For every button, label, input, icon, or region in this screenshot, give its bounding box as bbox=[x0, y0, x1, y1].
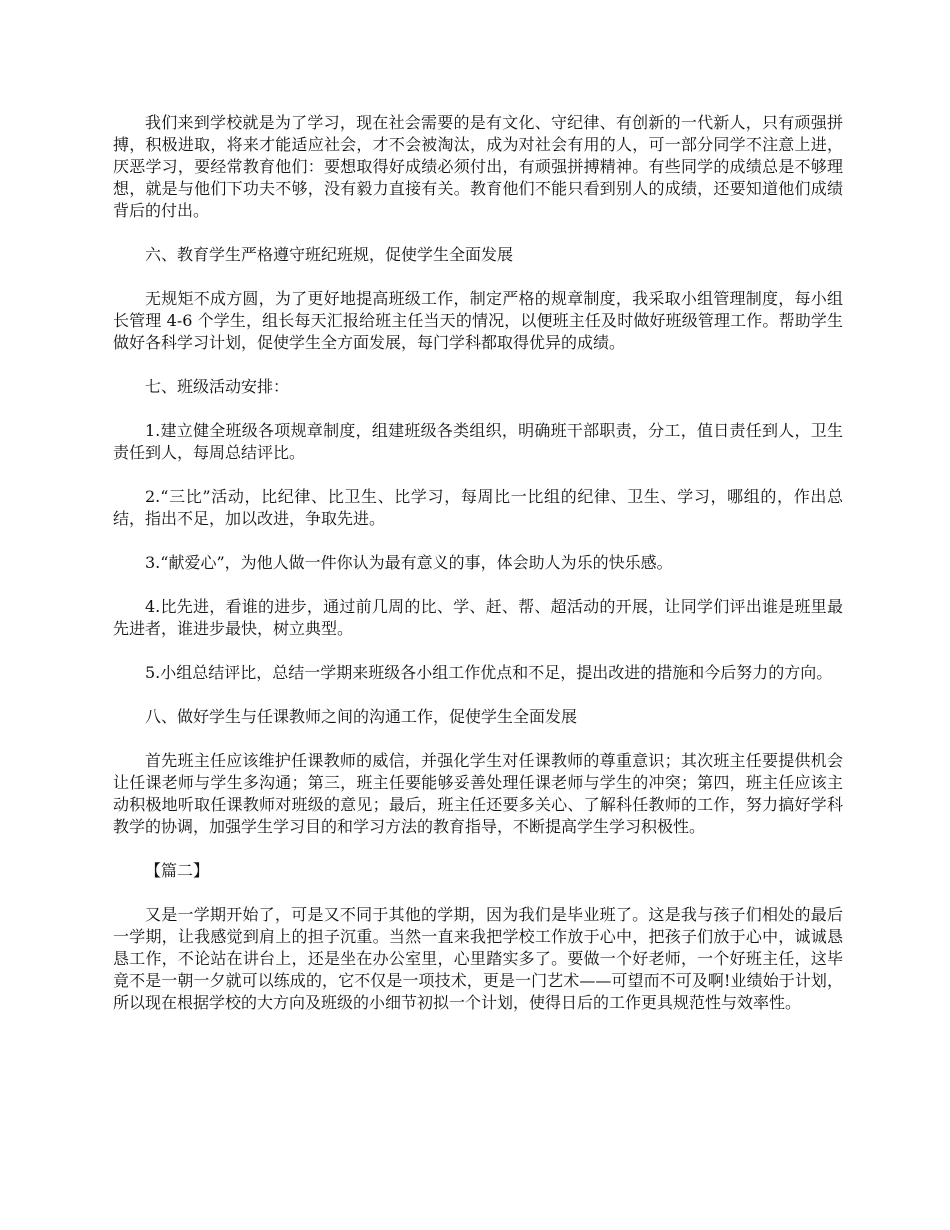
paragraph-part-two-intro: 又是一学期开始了，可是又不同于其他的学期，因为我们是毕业班了。这是我与孩子们相处的最后一学期，让我感觉到肩上的担子沉重。当然一直来我把学校工作放于心中，把孩子们放于心中，诚诚恳恳工作，不论站在讲台上，还是坐在办公室里，心里踏实多了。要做一个好老师，一个好班主任，这毕竟不是一朝一夕就可以练成的，它不仅是一项技术，更是一门艺术——可望而不可及啊!业绩始于计划，所以现在根据学校的大方向及班级的小细节初拟一个计划，使得日后的工作更具规范性与效率性。 bbox=[113, 905, 843, 1012]
part-two-heading: 【篇二】 bbox=[145, 861, 210, 880]
list-item-1: 1.建立健全班级各项规章制度，组建班级各类组织，明确班干部职责，分工，值日责任到人，卫生责任到人，每周总结评比。 bbox=[113, 421, 843, 462]
paragraph-study-motivation: 我们来到学校就是为了学习，现在社会需要的是有文化、守纪律、有创新的一代新人，只有顽强拼搏，积极进取，将来才能适应社会，才不会被淘汰，成为对社会有用的人，可一部分同学不注意上进，厌恶学习，要经常教育他们：要想取得好成绩必须付出，有顽强拼搏精神。有些同学的成绩总是不够理想，就是与他们下功夫不够，没有毅力直接有关。教育他们不能只看到别人的成绩，还要知道他们成绩背后的付出。 bbox=[113, 113, 843, 220]
document-body bbox=[113, 112, 843, 1036]
section-heading-8: 八、做好学生与任课教师之间的沟通工作，促使学生全面发展 bbox=[145, 707, 578, 726]
list-item-2: 2.“三比”活动，比纪律、比卫生、比学习，每周比一比组的纪律、卫生、学习，哪组的，作出总结，指出不足，加以改进，争取先进。 bbox=[113, 487, 843, 528]
list-item-3: 3.“献爱心”，为他人做一件你认为最有意义的事，体会助人为乐的快乐感。 bbox=[145, 553, 673, 572]
section-heading-6: 六、教育学生严格遵守班纪班规，促使学生全面发展 bbox=[145, 245, 514, 264]
section-heading-7: 七、班级活动安排： bbox=[145, 377, 290, 396]
list-item-4: 4.比先进，看谁的进步，通过前几周的比、学、赶、帮、超活动的开展，让同学们评出谁是班里最先进者，谁进步最快，树立典型。 bbox=[113, 597, 843, 638]
list-item-5: 5.小组总结评比，总结一学期来班级各小组工作优点和不足，提出改进的措施和今后努力的方向。 bbox=[145, 663, 833, 682]
paragraph-group-management: 无规矩不成方圆，为了更好地提高班级工作，制定严格的规章制度，我采取小组管理制度，每小组长管理 4-6 个学生，组长每天汇报给班主任当天的情况，以便班主任及时做好班级管理工作。帮助学生做好各科学习计划，促使学生全方面发展，每门学科都取得优异的成绩。 bbox=[113, 289, 843, 352]
paragraph-teacher-communication: 首先班主任应该维护任课教师的威信，并强化学生对任课教师的尊重意识；其次班主任要提供机会让任课老师与学生多沟通；第三，班主任要能够妥善处理任课老师与学生的冲突；第四，班主任应该主动积极地听取任课教师对班级的意见；最后，班主任还要多关心、了解科任教师的工作，努力搞好学科教学的协调，加强学生学习目的和学习方法的教育指导，不断提高学生学习积极性。 bbox=[113, 751, 843, 836]
